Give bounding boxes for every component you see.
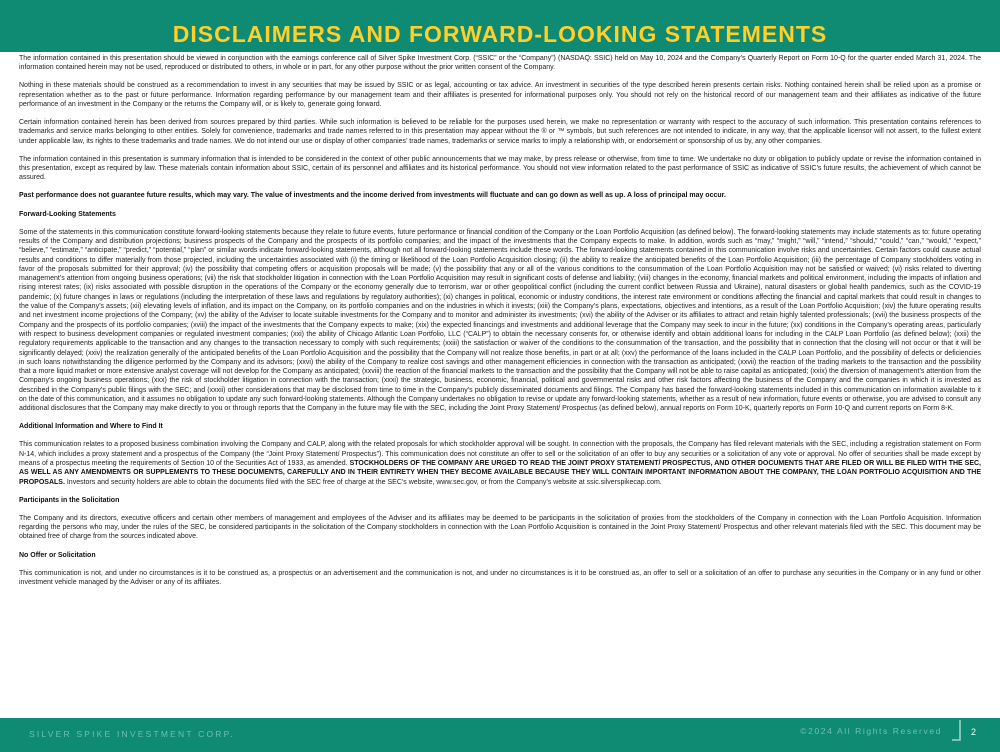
paragraph-summary-info: The information contained in this presentation is summary information that is intended to be considered in the context of other public announcements that we may make, by press release or otherwise, from time to time. We undertake no duty or obligation to publicly update or revise the information contained in this presentation, except as required by law. These materials contain information about SSIC, certain of its personnel and affiliates and its historical performance. You should not view information related to the past performance of SSIC as indicative of SSIC’s future results, the achievement of which cannot be assured. (19, 155, 981, 182)
page-title: DISCLAIMERS AND FORWARD-LOOKING STATEMENTS (172, 21, 828, 47)
paragraph-forward-looking: Some of the statements in this communication constitute forward-looking statements because they relate to future events, future performance or financial condition of the Company or the Loan Portfolio Acquisition (as defined below). The forward-looking statements may include statements as to: future operating results of the Company and distribution projections; business prospects of the Company and the prospects of its portfolio companies; and the impact of the investments that the Company expects to make. In addition, words such as “may,” “might,” “will,” “intend,” “should,” “could,” “can,” “would,” “expect,” “believe,” “estimate,” “anticipate,” “predict,” “potential,” “plan” or similar words indicate forward-looking statements, although not all forward-looking statements include these words. The forward-looking statements contained in this communication involve risks and uncertainties. Certain factors could cause actual results and conditions to differ materially from those projected, including the uncertainties associated with (i) the timing or likelihood of the Loan Portfolio Acquisition closing; (ii) the ability to realize the anticipated benefits of the Loan Portfolio Acquisition; (iii) the percentage of Company stockholders voting in favor of the proposals submitted for their approval; (iv) the possibility that competing offers or acquisition proposals will be made; (v) the possibility that any or all of the various conditions to the consummation of the Loan Portfolio Acquisition may not be satisfied or waived; (vi) risks related to diverting management’s attention from ongoing business operations; (vii) the risk that stockholder litigation in connection with the Loan Portfolio Acquisition may result in significant costs of defense and liability; (viii) changes in the economy, financial markets and political environment, including the impacts of inflation and rising interest rates; (ix) risks associated with possible disruption in the operations of the Company or the economy generally due to terrorism, war or other geopolitical conflict (including the current conflict between Russia and Ukraine), natural disasters or global health pandemics, such as the COVID-19 pandemic; (x) future changes in laws or regulations (including the interpretation of these laws and regulations by regulatory authorities); (xi) changes in political, economic or industry conditions, the interest rate environment or conditions affecting the financial and capital markets that could result in changes to the value of the Company’s assets; (xii) elevating levels of inflation, and its impact on the Company, on its portfolio companies and on the industries in which it invests; (xiii) the Company’s plans, expectations, objectives and intentions, as a result of the Loan Portfolio Acquisition; (xiv) the future operating results and net investment income projections of the Company; (xv) the ability of the Adviser to locate suitable investments for the Company and to monitor and administer its investments; (xvi) the ability of the Adviser or its affiliates to attract and retain highly talented professionals; (xvii) the business prospects of the Company and the prospects of its portfolio companies; (xviii) the impact of the investments that the Company expects to make; (xix) the expected financings and investments and additional leverage that the Company may seek to incur in the future; (xx) conditions in the Company’s operating areas, particularly with respect to business development companies or regulated investment companies; (xxi) the ability of Chicago Atlantic Loan Portfolio, LLC (“CALP”) to obtain the necessary consents for, or otherwise identify and obtain additional loans for including in the CALP Loan Portfolio (as defined below); (xxii) the regulatory requirements applicable to the transaction and any changes to the transaction necessary to comply with such requirements; (xxiii) the satisfaction or waiver of the conditions to the consummation of the transaction, and the possibility that in connection that the closing will not occur or that it will be significantly delayed; (xxiv) the realization generally of the anticipated benefits of the Loan Portfolio Acquisition and the possibility that the Company will not realize those benefits, in part or at all; (xxv) the performance of the loans included in the CALP Loan Portfolio, and the possibility of defects or deficiencies in such loans notwithstanding the diligence performed by the Company and its advisors; (xxvi) the ability of the Company to realize cost savings and other management efficiencies in connection with the transaction as anticipated; (xxvii) the reaction of the trading markets to the transaction and the possibility that a more liquid market or more extensive analyst coverage will not develop for the Company as anticipated; (xxviii) the reaction of the financial markets to the transaction and the possibility that the Company will not be able to raise capital as anticipated; (xxix) the diversion of management’s attention from the Company’s ongoing business operations; (xxx) the risk of stockholder litigation in connection with the transaction; (xxxi) the strategic, business, economic, financial, political and governmental risks and other risk factors affecting the business of the Company and the companies in which it is invested as described in the Company’s public filings with the SEC; and (xxxii) other considerations that may be disclosed from time to time in the Company’s publicly disseminated documents and filings. The Company has based the forward-looking statements included in this communication on information available to it on the date of this communication, and it assumes no obligation to update any such forward-looking statements. Although the Company undertakes no obligation to revise or update any forward-looking statements, whether as a result of new information, future events or otherwise, you are advised to consult any additional disclosures that the Company may make directly to you or through reports that the Company in the future may file with the SEC, including the Joint Proxy Statement/ Prospectus (as defined below), annual reports on Form 10-K, quarterly reports on Form 10-Q and current reports on Form 8-K. (19, 228, 981, 413)
paragraph-additional-information (19, 440, 981, 486)
heading-no-offer: No Offer or Solicitation (19, 551, 96, 559)
footer-company-name: SILVER SPIKE INVESTMENT CORP. (29, 729, 235, 739)
sec-website-text: Investors and security holders are able to obtain the documents filed with the SEC free of charge at the SEC’s website, www.sec.gov, or from the Company’s website at ssic.silverspikecap.com. (66, 478, 662, 486)
past-performance-statement: Past performance does not guarantee future results, which may vary. The value of investments and the income derived from investments will fluctuate and can go down as well as up. A loss of principal may occur. (19, 192, 726, 200)
footer-copyright: ©2024 All Rights Reserved (800, 726, 942, 736)
paragraph-no-offer: This communication is not, and under no circumstances is it to be construed as, a prospectus or an advertisement and the communication is not, and under no circumstances is it to be construed as, an offer to sell or a solicitation of an offer to purchase any securities in the Company or in any fund or other investment vehicle managed by the Adviser or any of its affiliates. (19, 569, 981, 586)
stockholder-warning: STOCKHOLDERS OF THE COMPANY ARE URGED TO READ THE JOINT PROXY STATEMENT/ PROSPECTUS, AND OTHER DOCUMENTS THAT ARE FILED OR WILL BE FILED WITH THE SEC, AS WELL AS ANY AMENDMENTS OR SUPPLEMENTS TO THESE DOCUMENTS, CAREFULLY AND IN THEIR ENTIRETY WHEN THEY BECOME AVAILABLE BECAUSE THEY WILL CONTAIN IMPORTANT INFORMATION ABOUT THE COMPANY, THE LOAN PORTFOLIO ACQUISITION AND THE PROPOSALS. (19, 460, 981, 486)
paragraph-participants: The Company and its directors, executive officers and certain other members of management and employees of the Adviser and its affiliates may be deemed to be participants in the solicitation of proxies from the stockholders of the Company in connection with the Loan Portfolio Acquisition. Information regarding the persons who may, under the rules of the SEC, be considered participants in the solicitation of the Company stockholders in connection with the Loan Portfolio Acquisition is contained in the Joint Proxy Statement/ Prospectus and other relevant materials filed with the SEC. This document may be obtained free of charge from the sources indicated above. (19, 514, 981, 541)
paragraph-third-party: Certain information contained herein has been derived from sources prepared by third parties. While such information is believed to be reliable for the purposes used herein, we make no representation or warranty with respect to the accuracy of such information. This presentation contains references to trademarks and service marks belonging to other entities. Solely for convenience, trademarks and trade names referred to in this presentation may appear without the ® or ™ symbols, but such references are not intended to indicate, in any way, that the applicable licensor will not assert, to the fullest extent under applicable law, its rights to these trademarks and trade names. We do not intend our use or display of other companies’ trade names, trademarks or service marks to imply a relationship with, or endorsement or sponsorship of us by, any other companies. (19, 119, 981, 145)
heading-forward-looking: Forward-Looking Statements (19, 210, 116, 218)
heading-additional-information: Additional Information and Where to Find It (19, 423, 163, 431)
disclaimer-body (19, 54, 981, 696)
additional-info-text: This communication relates to a proposed business combination involving the Company and CALP, along with the related proposals for which stockholder approval will be sought. In connection with the proposals, the Company has filed relevant materials with the SEC, including a registration statement on Form N-14, which includes a proxy statement and a prospectus of the Company (the “Joint Proxy Statement/ Prospectus”). This communication does not constitute an offer to sell or the solicitation of an offer to buy any securities or a solicitation of any vote or approval. No offer of securities shall be made except by means of a prospectus meeting the requirements of Section 10 of the Securities Act of 1933, as amended. (19, 441, 981, 468)
heading-participants: Participants in the Solicitation (19, 496, 120, 504)
paragraph-no-recommendation: Nothing in these materials should be construed as a recommendation to invest in any securities that may be issued by SSIC or as legal, accounting or tax advice. An investment in securities of the type described herein presents certain risks. Nothing contained herein shall be relied upon as a promise or representation whether as to the past or future performance. Information regarding performance by our management team and their affiliates is presented for informational purposes only. You should not rely on the historical record of our management team and their affiliates as indicative of the future performance of an investment in the Company or the returns the Company will, or is likely to, generate going forward. (19, 82, 981, 108)
silver-spike-mark-icon (948, 716, 968, 746)
paragraph-intro: The information contained in this presentation should be viewed in conjunction with the earnings conference call of Silver Spike Investment Corp. (“SSIC” or the “Company”) (NASDAQ: SSIC) held on May 10, 2024 and the Company’s Quarterly Report on Form 10-Q for the quarter ended March 31, 2024. The information contained herein may not be used, reproduced or distributed to others, in whole or in part, for any other purpose without the prior written consent of the Company. (19, 55, 981, 72)
page-number: 2 (971, 727, 977, 737)
